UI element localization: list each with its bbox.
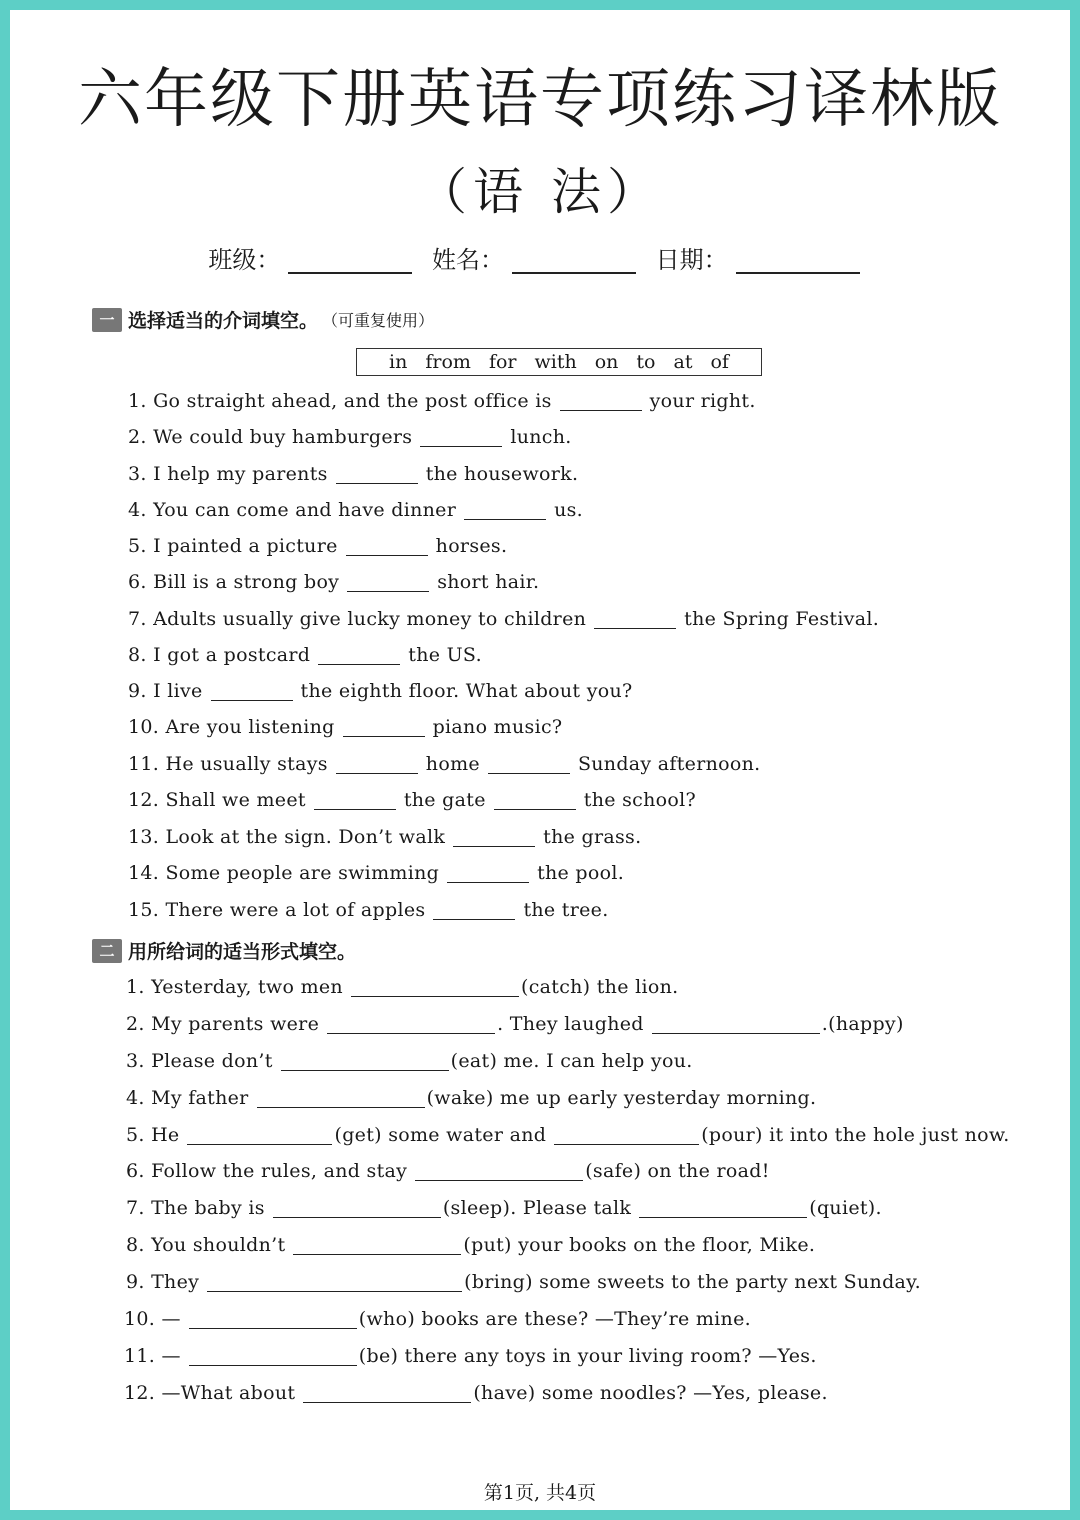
- answer-blank[interactable]: [211, 682, 293, 701]
- answer-blank[interactable]: [336, 755, 418, 774]
- answer-blank[interactable]: [420, 428, 502, 447]
- answer-blank[interactable]: [189, 1310, 357, 1329]
- date-blank[interactable]: [736, 272, 860, 274]
- section-2-title: 用所给词的适当形式填空。: [128, 941, 357, 963]
- q-text: Sunday afternoon.: [577, 753, 761, 775]
- s1-question-15: [128, 899, 609, 921]
- q-text: the pool.: [537, 862, 625, 884]
- answer-blank[interactable]: [327, 1015, 495, 1034]
- word-bank-item: from: [425, 351, 471, 373]
- q-text: . They laughed: [497, 1013, 644, 1035]
- word-bank-item: of: [710, 351, 729, 373]
- q-text: 15. There were a lot of apples: [128, 899, 426, 921]
- answer-blank[interactable]: [273, 1199, 441, 1218]
- word-bank-item: on: [594, 351, 619, 373]
- s1-question-9: [128, 680, 633, 702]
- section-1-note: （可重复使用）: [322, 311, 435, 330]
- q-text: lunch.: [510, 426, 572, 448]
- word-bank-item: at: [673, 351, 693, 373]
- s2-question-3: [126, 1050, 693, 1072]
- q-text: (pour) it into the hole just now.: [701, 1124, 1010, 1146]
- answer-blank[interactable]: [336, 465, 418, 484]
- section-1-number: 一: [92, 308, 122, 332]
- s2-question-6: [126, 1160, 770, 1182]
- s1-question-13: [128, 826, 641, 848]
- q-text: 2. We could buy hamburgers: [128, 426, 413, 448]
- answer-blank[interactable]: [257, 1089, 425, 1108]
- class-blank[interactable]: [288, 272, 412, 274]
- q-text: 11. He usually stays: [128, 753, 328, 775]
- q-text: (bring) some sweets to the party next Sunday.: [464, 1271, 922, 1293]
- answer-blank[interactable]: [207, 1273, 462, 1292]
- q-text: the tree.: [523, 899, 609, 921]
- s1-question-12: [128, 789, 696, 811]
- q-text: the Spring Festival.: [684, 608, 880, 630]
- s2-question-7: [126, 1197, 882, 1219]
- class-label: 班级：: [208, 246, 281, 274]
- q-text: 1. Yesterday, two men: [126, 976, 343, 998]
- s1-question-14: [128, 862, 624, 884]
- q-text: (wake) me up early yesterday morning.: [426, 1087, 817, 1109]
- q-text: horses.: [435, 535, 508, 557]
- q-text: 9. I live: [128, 680, 203, 702]
- q-text: (be) there any toys in your living room? —Yes.: [358, 1345, 817, 1367]
- answer-blank[interactable]: [494, 791, 576, 810]
- s2-question-1: [126, 976, 678, 998]
- q-text: the US.: [408, 644, 482, 666]
- q-text: the school?: [583, 789, 696, 811]
- word-bank: [356, 348, 762, 376]
- answer-blank[interactable]: [189, 1347, 357, 1366]
- s2-question-12: [124, 1382, 828, 1404]
- s2-question-11: [124, 1345, 817, 1367]
- s1-question-8: [128, 644, 482, 666]
- q-text: 4. My father: [126, 1087, 249, 1109]
- word-bank-item: with: [534, 351, 577, 373]
- q-text: 5. He: [126, 1124, 180, 1146]
- q-text: the housework.: [425, 463, 579, 485]
- q-text: short hair.: [437, 571, 540, 593]
- s2-question-5: [126, 1124, 1010, 1146]
- q-text: piano music?: [432, 716, 563, 738]
- q-text: the gate: [403, 789, 486, 811]
- q-text: (eat) me. I can help you.: [450, 1050, 693, 1072]
- q-text: 6. Follow the rules, and stay: [126, 1160, 408, 1182]
- q-text: (have) some noodles? —Yes, please.: [473, 1382, 828, 1404]
- page-title: 六年级下册英语专项练习译林版: [78, 63, 1002, 137]
- answer-blank[interactable]: [554, 1126, 699, 1145]
- answer-blank[interactable]: [433, 901, 515, 920]
- answer-blank[interactable]: [318, 646, 400, 665]
- s2-question-4: [126, 1087, 816, 1109]
- q-text: (get) some water and: [334, 1124, 547, 1146]
- s2-question-10: [124, 1308, 751, 1330]
- q-text: 12. Shall we meet: [128, 789, 306, 811]
- q-text: 9. They: [126, 1271, 200, 1293]
- section-2-number: 二: [92, 939, 122, 963]
- answer-blank[interactable]: [343, 718, 425, 737]
- answer-blank[interactable]: [346, 537, 428, 556]
- q-text: (quiet).: [809, 1197, 882, 1219]
- answer-blank[interactable]: [453, 828, 535, 847]
- answer-blank[interactable]: [652, 1015, 820, 1034]
- q-text: 8. I got a postcard: [128, 644, 311, 666]
- q-text: 2. My parents were: [126, 1013, 320, 1035]
- q-text: (who) books are these? —They’re mine.: [358, 1308, 751, 1330]
- s1-question-7: [128, 608, 879, 630]
- page-subtitle: （语 法）: [417, 163, 663, 221]
- q-text: 7. The baby is: [126, 1197, 265, 1219]
- s1-question-11: [128, 753, 761, 775]
- q-text: 8. You shouldn’t: [126, 1234, 286, 1256]
- q-text: 5. I painted a picture: [128, 535, 338, 557]
- word-bank-item: for: [488, 351, 517, 373]
- name-label: 姓名：: [432, 246, 504, 274]
- answer-blank[interactable]: [281, 1052, 449, 1071]
- q-text: 11. —: [124, 1345, 181, 1367]
- q-text: the grass.: [543, 826, 642, 848]
- answer-blank[interactable]: [639, 1199, 807, 1218]
- word-bank-item: in: [389, 351, 408, 373]
- answer-blank[interactable]: [187, 1126, 332, 1145]
- s1-question-6: [128, 571, 539, 593]
- page-footer: 第1页, 共4页: [483, 1482, 597, 1504]
- answer-blank[interactable]: [488, 755, 570, 774]
- answer-blank[interactable]: [594, 610, 676, 629]
- q-text: (safe) on the road!: [585, 1160, 770, 1182]
- s1-question-4: [128, 499, 583, 521]
- answer-blank[interactable]: [464, 501, 546, 520]
- answer-blank[interactable]: [314, 791, 396, 810]
- s2-question-8: [126, 1234, 815, 1256]
- s1-question-3: [128, 463, 578, 485]
- section-2-heading: [92, 937, 356, 964]
- s2-question-9: [126, 1271, 921, 1293]
- q-text: us.: [554, 499, 584, 521]
- s1-question-1: [128, 390, 756, 412]
- word-bank-item: to: [636, 351, 656, 373]
- q-text: 4. You can come and have dinner: [128, 499, 457, 521]
- answer-blank[interactable]: [351, 978, 519, 997]
- q-text: 7. Adults usually give lucky money to children: [128, 608, 587, 630]
- answer-blank[interactable]: [293, 1236, 461, 1255]
- name-blank[interactable]: [512, 272, 636, 274]
- answer-blank[interactable]: [303, 1384, 471, 1403]
- s1-question-10: [128, 716, 562, 738]
- s1-question-5: [128, 535, 507, 557]
- date-label: 日期：: [655, 246, 728, 274]
- q-text: 14. Some people are swimming: [128, 862, 440, 884]
- q-text: 6. Bill is a strong boy: [128, 571, 340, 593]
- q-text: 3. Please don’t: [126, 1050, 273, 1072]
- section-1-title: 选择适当的介词填空。: [128, 310, 319, 332]
- q-text: (catch) the lion.: [520, 976, 679, 998]
- q-text: the eighth floor. What about you?: [300, 680, 633, 702]
- answer-blank[interactable]: [347, 573, 429, 592]
- student-info-row: [0, 240, 1080, 275]
- q-text: your right.: [649, 390, 756, 412]
- answer-blank[interactable]: [560, 392, 642, 411]
- q-text: 1. Go straight ahead, and the post office is: [128, 390, 552, 412]
- s2-question-2: [126, 1013, 904, 1035]
- q-text: 10. —: [124, 1308, 181, 1330]
- q-text: 12. —What about: [124, 1382, 296, 1404]
- section-1-heading: [92, 306, 434, 333]
- answer-blank[interactable]: [447, 864, 529, 883]
- q-text: 13. Look at the sign. Don’t walk: [128, 826, 446, 848]
- s1-question-2: [128, 426, 572, 448]
- q-text: .(happy): [821, 1013, 904, 1035]
- answer-blank[interactable]: [415, 1162, 583, 1181]
- q-text: 10. Are you listening: [128, 716, 335, 738]
- q-text: 3. I help my parents: [128, 463, 328, 485]
- q-text: (sleep). Please talk: [442, 1197, 632, 1219]
- q-text: (put) your books on the floor, Mike.: [463, 1234, 816, 1256]
- q-text: home: [425, 753, 480, 775]
